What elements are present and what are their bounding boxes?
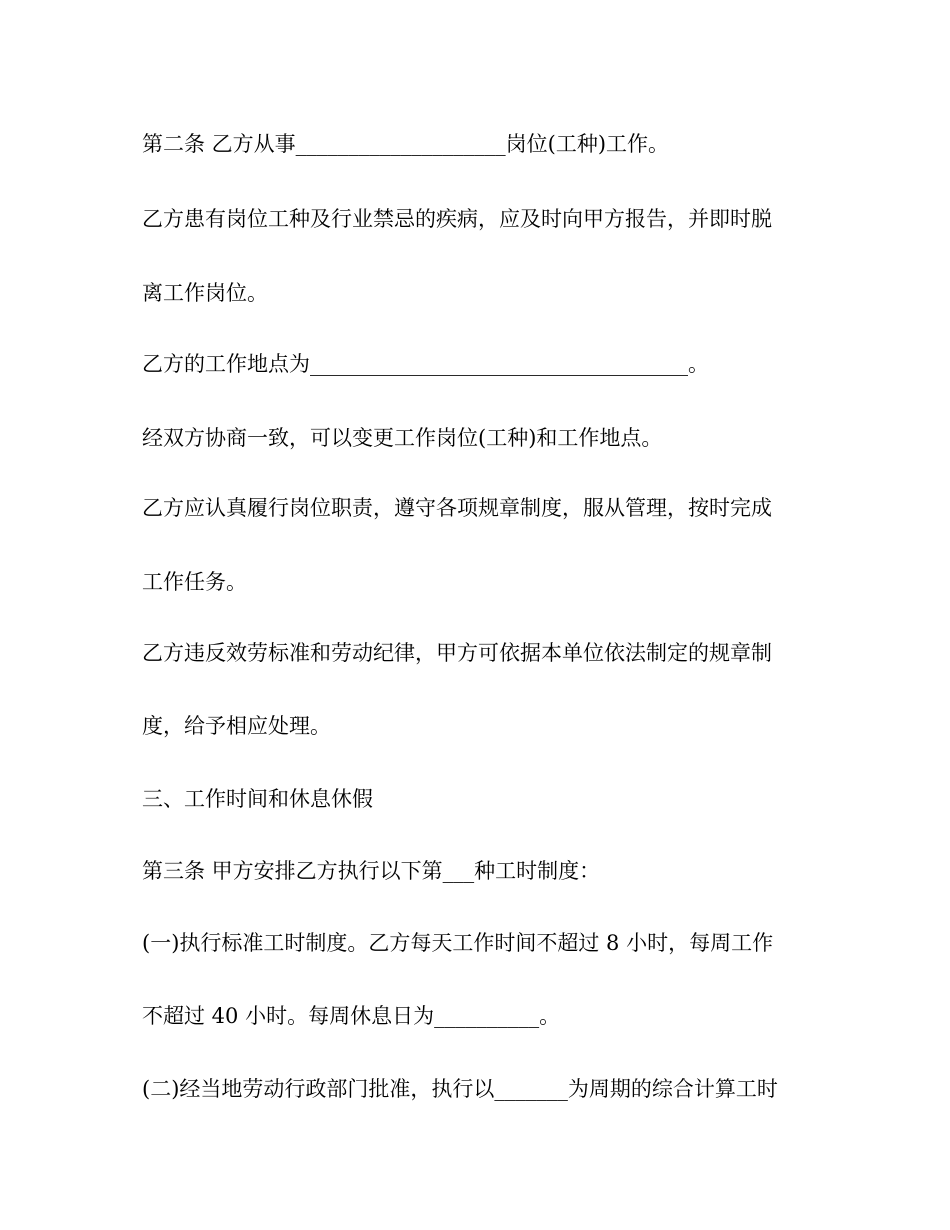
text-line: (一)执行标准工时制度。乙方每天工作时间不超过 8 小时，每周工作 [142, 931, 774, 955]
text-line: (二)经当地劳动行政部门批准，执行以_______为周期的综合计算工时 [142, 1077, 778, 1101]
text-line: 离工作岗位。 [142, 281, 268, 305]
section-heading: 三、工作时间和休息休假 [142, 787, 373, 811]
text-line: 乙方违反效劳标准和劳动纪律，甲方可依据本单位依法制定的规章制 [142, 641, 772, 665]
text-line: 第三条 甲方安排乙方执行以下第___种工时制度： [142, 859, 601, 883]
text-line: 第二条 乙方从事____________________岗位(工种)工作。 [142, 132, 670, 156]
text-line: 乙方的工作地点为____________________________________。 [142, 352, 709, 376]
text-line: 度，给予相应处理。 [142, 714, 331, 738]
text-line: 工作任务。 [142, 570, 247, 594]
text-line: 乙方应认真履行岗位职责，遵守各项规章制度，服从管理，按时完成 [142, 496, 772, 520]
text-line: 不超过 40 小时。每周休息日为__________。 [142, 1004, 561, 1028]
text-line: 乙方患有岗位工种及行业禁忌的疾病，应及时向甲方报告，并即时脱 [142, 207, 772, 231]
text-line: 经双方协商一致，可以变更工作岗位(工种)和工作地点。 [142, 426, 663, 450]
